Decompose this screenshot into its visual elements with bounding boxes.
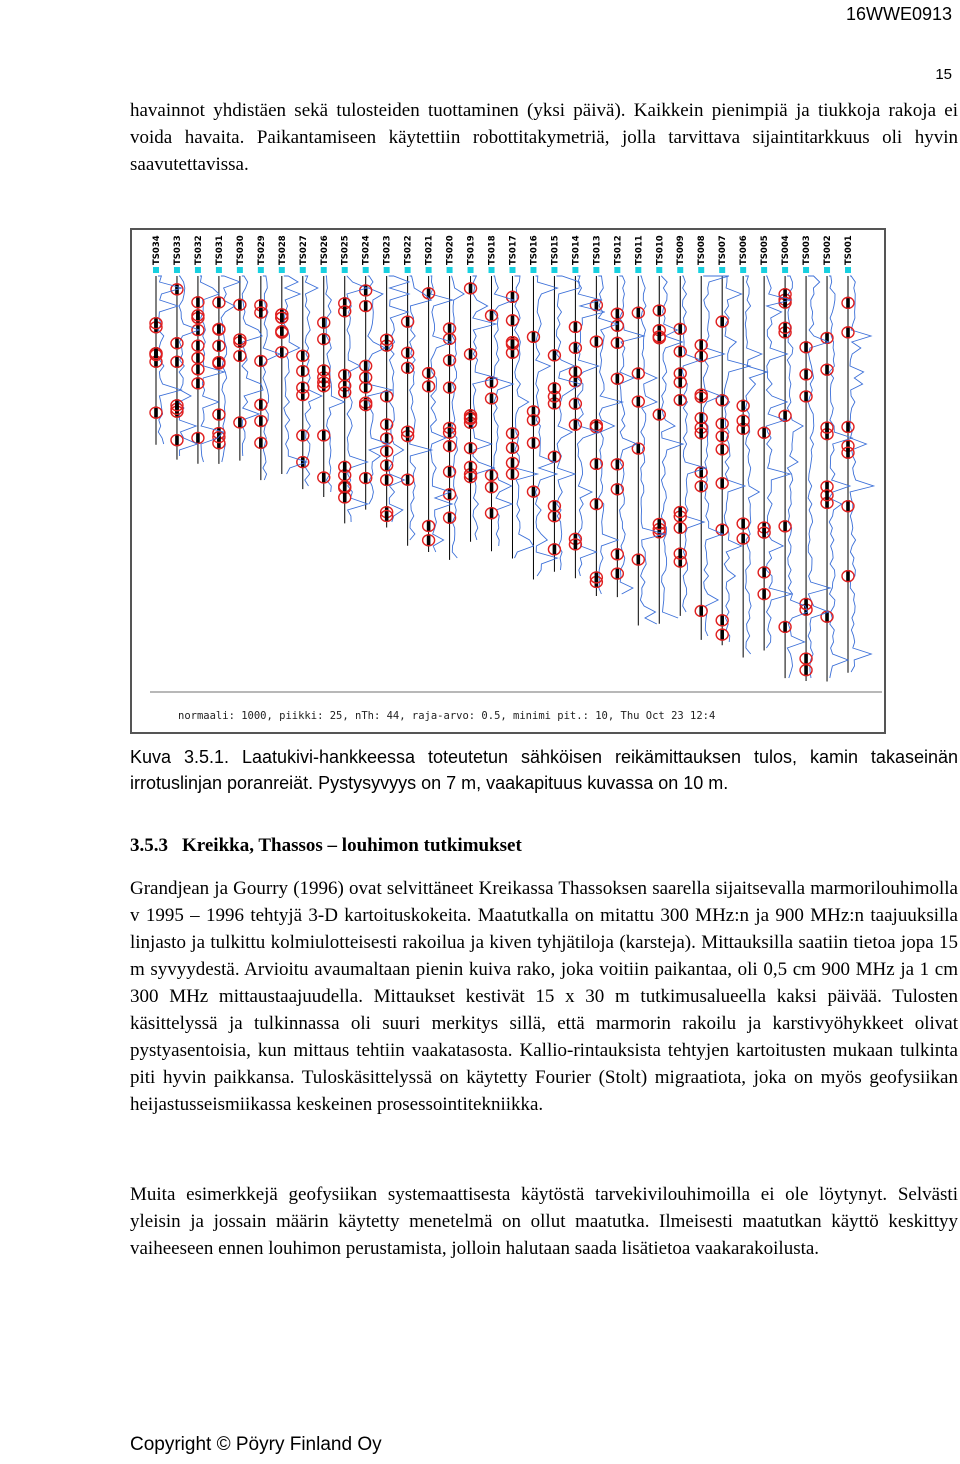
trace-label: TS009 xyxy=(676,235,687,265)
trace-label: TS003 xyxy=(802,235,813,265)
trace-label: TS033 xyxy=(172,235,183,265)
fracture-bar xyxy=(637,307,641,319)
fracture-bar xyxy=(364,472,368,484)
fracture-bar xyxy=(804,341,808,353)
hole-top-marker xyxy=(824,267,830,273)
fracture-bar xyxy=(238,350,242,362)
fracture-bar xyxy=(511,427,515,439)
fracture-bar xyxy=(259,415,263,427)
fracture-bar xyxy=(364,360,368,372)
hole-top-marker xyxy=(719,267,725,273)
fracture-bar xyxy=(616,373,620,385)
fracture-bar xyxy=(595,419,599,431)
fracture-bar xyxy=(846,297,850,309)
trace-label: TS023 xyxy=(382,235,393,265)
fracture-bar xyxy=(657,330,661,342)
hole-top-marker xyxy=(593,267,599,273)
fracture-bar xyxy=(595,571,599,583)
fracture-bar xyxy=(741,400,745,412)
trace-label: TS002 xyxy=(823,235,834,265)
fracture-bar xyxy=(657,518,661,530)
fracture-bar xyxy=(657,409,661,421)
fracture-bar xyxy=(616,458,620,470)
fracture-bar xyxy=(301,365,305,377)
fracture-bar xyxy=(637,367,641,379)
trace-label: TS032 xyxy=(193,235,204,265)
signal-curve xyxy=(179,276,199,456)
trace-label: TS005 xyxy=(760,235,771,265)
trace-label: TS027 xyxy=(298,235,309,265)
fracture-bar xyxy=(238,333,242,345)
fracture-bar xyxy=(511,442,515,454)
fracture-bar xyxy=(448,466,452,478)
fracture-bar xyxy=(762,566,766,578)
fracture-bar xyxy=(175,399,179,411)
fracture-bar xyxy=(846,570,850,582)
hole-top-marker xyxy=(468,267,474,273)
fracture-bar xyxy=(553,543,557,555)
fracture-bar xyxy=(657,305,661,317)
trace-label: TS019 xyxy=(466,235,477,265)
fracture-bar xyxy=(406,474,410,486)
borehole-trace xyxy=(444,235,465,560)
fracture-bar xyxy=(553,382,557,394)
fracture-bar xyxy=(804,368,808,380)
signal-curve xyxy=(263,276,280,480)
borehole-trace xyxy=(716,235,750,645)
hole-top-marker xyxy=(447,267,453,273)
fracture-bar xyxy=(343,480,347,492)
fracture-bar xyxy=(762,427,766,439)
fracture-bar xyxy=(595,498,599,510)
fracture-bar xyxy=(322,376,326,388)
fracture-bar xyxy=(259,437,263,449)
fracture-bar xyxy=(825,489,829,501)
fracture-bar xyxy=(720,316,724,328)
borehole-trace xyxy=(171,235,199,459)
fracture-bar xyxy=(616,568,620,580)
fracture-bar xyxy=(196,309,200,321)
fracture-bar xyxy=(448,354,452,366)
fracture-bar xyxy=(574,321,578,333)
fracture-bar xyxy=(469,282,473,294)
fracture-bar xyxy=(343,386,347,398)
fracture-bar xyxy=(301,382,305,394)
fracture-bar xyxy=(448,488,452,500)
trace-label: TS013 xyxy=(592,235,603,265)
fracture-bar xyxy=(343,491,347,503)
fracture-bar xyxy=(532,414,536,426)
trace-label: TS024 xyxy=(361,235,372,265)
fracture-bar xyxy=(196,377,200,389)
borehole-trace xyxy=(569,235,604,578)
fracture-bar xyxy=(553,349,557,361)
fracture-bar xyxy=(490,376,494,388)
fracture-bar xyxy=(259,355,263,367)
hole-top-marker xyxy=(509,267,515,273)
fracture-bar xyxy=(574,398,578,410)
fracture-bar xyxy=(322,364,326,376)
signal-curve xyxy=(452,276,465,558)
hole-top-marker xyxy=(677,267,683,273)
fracture-bar xyxy=(490,481,494,493)
fracture-bar xyxy=(427,367,431,379)
fracture-bar xyxy=(511,457,515,469)
fracture-bar xyxy=(699,605,703,617)
fracture-bar xyxy=(720,443,724,455)
fracture-bar xyxy=(699,466,703,478)
document-id: 16WWE0913 xyxy=(845,4,952,24)
fracture-bar xyxy=(678,506,682,518)
fracture-bar xyxy=(385,334,389,346)
fracture-bar xyxy=(783,520,787,532)
fracture-bar xyxy=(406,426,410,438)
fracture-bar xyxy=(783,322,787,334)
fracture-bar xyxy=(217,296,221,308)
fracture-bar xyxy=(825,364,829,376)
fracture-bar xyxy=(385,390,389,402)
hole-top-marker xyxy=(279,267,285,273)
fracture-bar xyxy=(427,534,431,546)
fracture-bar xyxy=(804,390,808,402)
fracture-bar xyxy=(238,416,242,428)
fracture-bar xyxy=(720,418,724,430)
hole-top-marker xyxy=(551,267,557,273)
trace-label: TS034 xyxy=(152,235,162,265)
fracture-bar xyxy=(448,427,452,439)
hole-top-marker xyxy=(258,267,264,273)
signal-curve xyxy=(703,276,729,636)
fracture-bar xyxy=(175,356,179,368)
fracture-bar xyxy=(364,371,368,383)
hole-top-marker xyxy=(195,267,201,273)
fracture-bar xyxy=(532,437,536,449)
fracture-bar xyxy=(385,510,389,522)
hole-top-marker xyxy=(782,267,788,273)
fracture-bar xyxy=(616,320,620,332)
fracture-bar xyxy=(238,299,242,311)
fracture-bar xyxy=(699,391,703,403)
fracture-bar xyxy=(259,307,263,319)
trace-label: TS030 xyxy=(235,235,246,265)
fracture-bar xyxy=(406,347,410,359)
fracture-bar xyxy=(175,434,179,446)
trace-label: TS014 xyxy=(571,235,582,265)
fracture-bar xyxy=(301,456,305,468)
fracture-bar xyxy=(511,338,515,350)
hole-top-marker xyxy=(803,267,809,273)
fracture-bar xyxy=(217,323,221,335)
borehole-trace xyxy=(611,235,644,597)
fracture-bar xyxy=(741,533,745,545)
borehole-trace xyxy=(255,235,280,480)
intro-paragraph: havainnot yhdistäen sekä tulosteiden tuottaminen (yksi päivä). Kaikkein pienimpiä ja tiukkoja rakoja ei voida havaita. Paikantamiseen käytettiin robottitakymetriä, jolla tarvittava sijaintitarkkuus oli hyvin saavutettavissa. xyxy=(130,100,958,175)
figure-caption: Kuva 3.5.1. Laatukivi-hankkeessa toteutetun sähköisen reikämittauksen tulos, kamin takaseinän irrotuslinjan poranreiät. Pystysyvyys on 7 m, vaakapituus kuvassa on 10 m. xyxy=(130,747,958,793)
trace-label: TS016 xyxy=(529,235,540,265)
fracture-bar xyxy=(804,653,808,665)
fracture-bar xyxy=(762,588,766,600)
fracture-bar xyxy=(741,518,745,530)
fracture-bar xyxy=(825,422,829,434)
hole-top-marker xyxy=(216,267,222,273)
hole-top-marker xyxy=(321,267,327,273)
fracture-bar xyxy=(364,284,368,296)
fracture-bar xyxy=(280,312,284,324)
fracture-bar xyxy=(616,483,620,495)
fracture-bar xyxy=(699,339,703,351)
borehole-trace xyxy=(339,235,368,523)
fracture-bar xyxy=(343,369,347,381)
fracture-bar xyxy=(280,325,284,337)
trace-label: TS015 xyxy=(550,235,561,265)
fracture-bar xyxy=(385,459,389,471)
hole-top-marker xyxy=(489,267,495,273)
hole-top-marker xyxy=(384,267,390,273)
hole-top-marker xyxy=(698,267,704,273)
hole-top-marker xyxy=(153,267,159,273)
fracture-bar xyxy=(637,396,641,408)
trace-label: TS011 xyxy=(634,235,645,265)
trace-label: TS029 xyxy=(256,235,267,265)
fracture-bar xyxy=(699,412,703,424)
fracture-bar xyxy=(385,418,389,430)
trace-label: TS026 xyxy=(319,235,330,265)
trace-label: TS007 xyxy=(718,235,729,265)
body-paragraph-1: Grandjean ja Gourry (1996) ovat selvittäneet Kreikassa Thassoksen saarella sijaitsevalla marmorilouhimolla v 1995 – 1996 tehtyjä 3-D kartoituskokeita. Maatutkalla on mitattu 300 MHz:n ja 900 MHz:n taajuuksilla linjasto ja tulkittu kolmiulotteisesti rakoilua ja kiven tyhjätiloja (karsteja). Mittauksilla saatiin tietoa jopa 15 m syvyydestä. Arvioitu avaumaltaan pienin kuiva rako, joka voitiin paikantaa, oli 0,5 cm 900 MHz ja 1 cm 300 MHz mittaustaajuudella. Mittaukset kestivät 15 x 30 m tutkimusalueella kaksi päivää. Tulosten käsittelyssä ja tulkinnassa oli suuri merkitys sillä, että marmorin rakoilu ja karstivyöhykkeet olivat pystyasentoisia, kun mittaus tehtiin vaakatasosta. Kallio-rintauksista tehtyjen kartoitusten mukaan tulkinta piti hyvin paikkansa. Tuloskäsittelyssä on käytetty Fourier (Stolt) migraatiota, joka on myös geofysiikan heijastusseismiikassa keskeinen prosessointitekniikka. xyxy=(130,878,958,1115)
section-heading xyxy=(130,835,522,857)
fracture-bar xyxy=(322,317,326,329)
fracture-bar xyxy=(469,442,473,454)
fracture-bar xyxy=(154,317,158,329)
hole-top-marker xyxy=(426,267,432,273)
fracture-bar xyxy=(175,337,179,349)
borehole-trace xyxy=(632,235,664,625)
hole-top-marker xyxy=(405,267,411,273)
fracture-bar xyxy=(490,469,494,481)
borehole-trace xyxy=(486,235,514,551)
fracture-bar xyxy=(720,614,724,626)
fracture-bar xyxy=(511,314,515,326)
trace-label: TS021 xyxy=(424,235,435,265)
fracture-bar xyxy=(385,474,389,486)
trace-label: TS017 xyxy=(508,235,519,265)
borehole-trace xyxy=(297,235,322,489)
hole-top-marker xyxy=(237,267,243,273)
fracture-bar xyxy=(196,296,200,308)
fracture-bar xyxy=(448,440,452,452)
fracture-bar xyxy=(595,336,599,348)
fracture-bar xyxy=(846,500,850,512)
fracture-bar xyxy=(322,429,326,441)
trace-label: TS018 xyxy=(487,235,498,265)
fracture-bar xyxy=(406,316,410,328)
hole-top-marker xyxy=(572,267,578,273)
fracture-bar xyxy=(678,376,682,388)
fracture-bar xyxy=(259,399,263,411)
fracture-bar xyxy=(720,629,724,641)
fracture-bar xyxy=(574,419,578,431)
fracture-bar xyxy=(616,337,620,349)
trace-label: TS001 xyxy=(844,235,854,265)
fracture-bar xyxy=(846,326,850,338)
borehole-plot xyxy=(132,230,884,732)
borehole-figure xyxy=(130,228,886,734)
fracture-bar xyxy=(595,458,599,470)
fracture-bar xyxy=(720,477,724,489)
fracture-bar xyxy=(616,308,620,320)
hole-top-marker xyxy=(174,267,180,273)
fracture-bar xyxy=(678,346,682,358)
fracture-bar xyxy=(427,520,431,532)
borehole-trace xyxy=(318,235,345,497)
trace-label: TS025 xyxy=(340,235,351,265)
fracture-bar xyxy=(154,407,158,419)
fracture-bar xyxy=(678,394,682,406)
fracture-bar xyxy=(196,432,200,444)
trace-label: TS028 xyxy=(277,235,288,265)
hole-top-marker xyxy=(635,267,641,273)
hole-top-marker xyxy=(342,267,348,273)
hole-top-marker xyxy=(656,267,662,273)
status-line: normaali: 1000, piikki: 25, nTh: 44, raja-arvo: 0.5, minimi pit.: 10, Thu Oct 23 12:4 xyxy=(178,710,716,722)
fracture-bar xyxy=(469,412,473,424)
fracture-bar xyxy=(574,366,578,378)
borehole-trace xyxy=(506,235,540,558)
hole-top-marker xyxy=(530,267,536,273)
fracture-bar xyxy=(427,380,431,392)
borehole-trace xyxy=(842,235,874,673)
fracture-bar xyxy=(553,500,557,512)
fracture-bar xyxy=(511,468,515,480)
fracture-bar xyxy=(637,554,641,566)
borehole-trace xyxy=(381,235,409,527)
fracture-bar xyxy=(280,346,284,358)
fracture-bar xyxy=(469,348,473,360)
fracture-bar xyxy=(616,548,620,560)
fracture-bar xyxy=(217,340,221,352)
hole-top-marker xyxy=(363,267,369,273)
hole-top-marker xyxy=(300,267,306,273)
trace-label: TS020 xyxy=(445,235,456,265)
section-title: Kreikka, Thassos – louhimon tutkimukset xyxy=(182,835,522,856)
fracture-bar xyxy=(741,415,745,427)
fracture-bar xyxy=(196,340,200,352)
fracture-bar xyxy=(532,331,536,343)
fracture-bar xyxy=(783,621,787,633)
fracture-bar xyxy=(322,333,326,345)
trace-label: TS012 xyxy=(613,235,624,265)
footer-copyright: Copyright © Pöyry Finland Oy xyxy=(130,1434,382,1455)
fracture-bar xyxy=(301,350,305,362)
page-number: 15 xyxy=(935,66,952,83)
trace-label: TS022 xyxy=(403,235,414,265)
fracture-bar xyxy=(343,305,347,317)
fracture-bar xyxy=(217,409,221,421)
fracture-bar xyxy=(448,512,452,524)
fracture-bar xyxy=(196,363,200,375)
trace-label: TS010 xyxy=(655,235,666,265)
fracture-bar xyxy=(846,447,850,459)
fracture-bar xyxy=(364,300,368,312)
fracture-bar xyxy=(469,461,473,473)
fracture-bar xyxy=(846,421,850,433)
fracture-bar xyxy=(154,347,158,359)
fracture-bar xyxy=(762,527,766,539)
fracture-bar xyxy=(678,548,682,560)
fracture-bar xyxy=(301,430,305,442)
fracture-bar xyxy=(217,356,221,368)
hole-top-marker xyxy=(845,267,851,273)
trace-label: TS006 xyxy=(739,235,750,265)
fracture-bar xyxy=(699,480,703,492)
fracture-bar xyxy=(678,323,682,335)
fracture-bar xyxy=(322,472,326,484)
fracture-bar xyxy=(678,522,682,534)
fracture-bar xyxy=(196,352,200,364)
fracture-bar xyxy=(364,399,368,411)
trace-label: TS004 xyxy=(781,235,792,265)
fracture-bar xyxy=(448,382,452,394)
fracture-bar xyxy=(343,461,347,473)
fracture-bar xyxy=(574,342,578,354)
fracture-bar xyxy=(406,362,410,374)
fracture-bar xyxy=(804,664,808,676)
section-number: 3.5.3 xyxy=(130,835,168,856)
fracture-bar xyxy=(574,538,578,550)
hole-top-marker xyxy=(614,267,620,273)
body-paragraph-2: Muita esimerkkejä geofysiikan systemaattisesta käytöstä tarvekivilouhimoilla ei ole löytynyt. Selvästi yleisin ja jossain määrin käytetty menetelmä on ollut maatutka. Ilmeisesti maatutkan käyttö keskittyy vaiheeseen ennen louhimon perustamista, jolloin halutaan saada lisätietoa vaakarakoilusta. xyxy=(130,1184,958,1259)
fracture-bar xyxy=(699,427,703,439)
trace-label: TS031 xyxy=(214,235,225,265)
hole-top-marker xyxy=(761,267,767,273)
fracture-bar xyxy=(490,392,494,404)
borehole-trace xyxy=(213,235,240,464)
trace-label: TS008 xyxy=(697,235,708,265)
fracture-bar xyxy=(720,430,724,442)
fracture-bar xyxy=(490,309,494,321)
fracture-bar xyxy=(385,445,389,457)
fracture-bar xyxy=(532,486,536,498)
hole-top-marker xyxy=(740,267,746,273)
fracture-bar xyxy=(490,507,494,519)
